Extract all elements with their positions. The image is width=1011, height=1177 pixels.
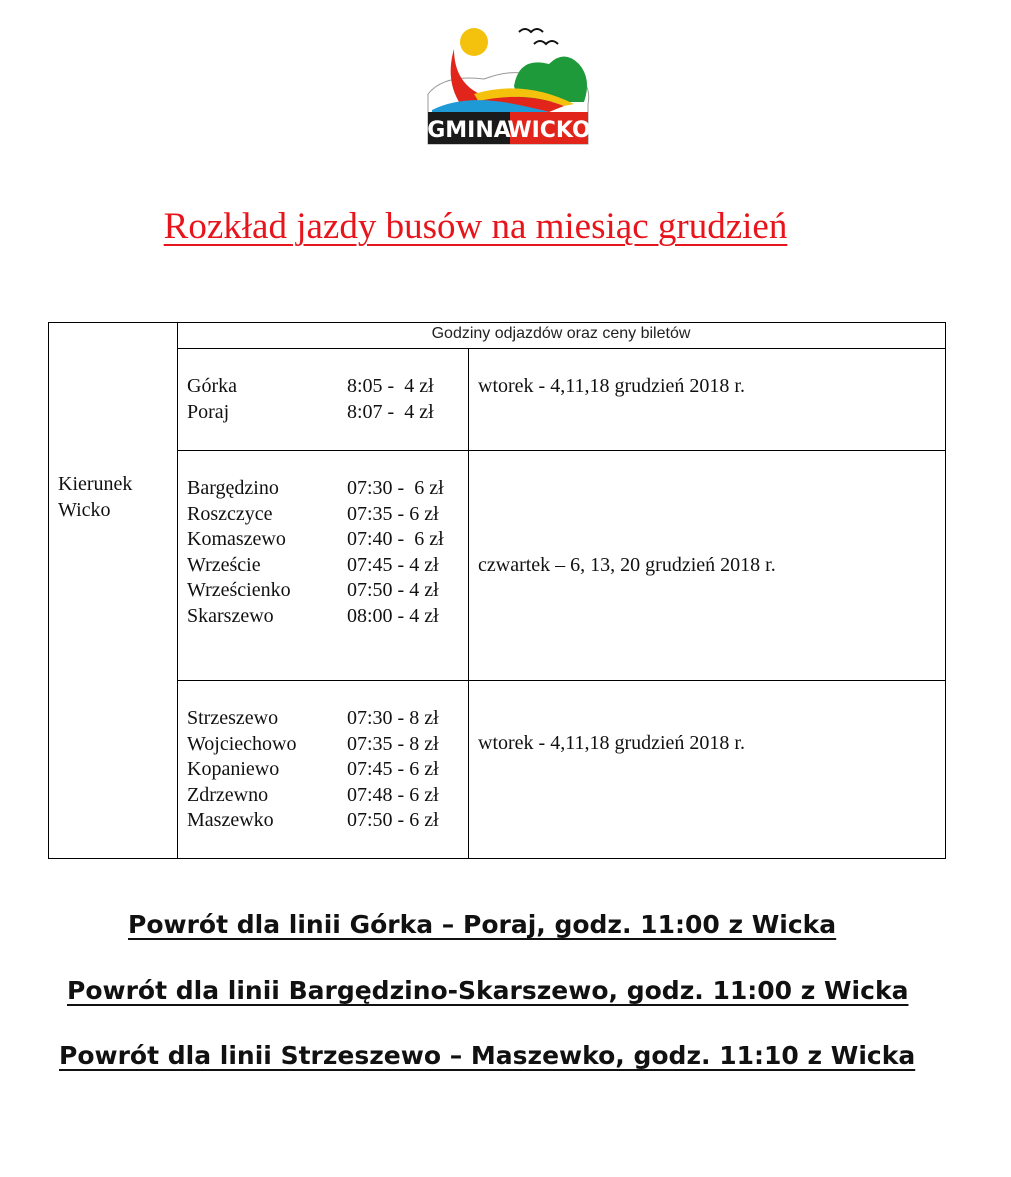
stop-row [187, 502, 444, 528]
stop-row [187, 578, 444, 604]
stop-name: Maszewko [187, 809, 274, 831]
stop-row [187, 783, 439, 809]
stop-row [187, 732, 439, 758]
stop-name: Bargędzino [187, 477, 279, 499]
return-line-3: Powrót dla linii Strzeszewo – Maszewko, godz. 11:10 z Wicka [59, 1041, 916, 1070]
stop-time-price: 07:50 - 4 zł [347, 579, 439, 601]
stop-name: Górka [187, 375, 237, 397]
route-stops-2 [187, 476, 444, 629]
stop-time-price: 07:50 - 6 zł [347, 809, 439, 831]
stop-name: Kopaniewo [187, 758, 280, 780]
route-days-1: wtorek - 4,11,18 grudzień 2018 r. [478, 375, 745, 397]
stop-time-price: 07:48 - 6 zł [347, 783, 439, 806]
stop-name: Poraj [187, 400, 230, 423]
return-line-2: Powrót dla linii Bargędzino-Skarszewo, godz. 11:00 z Wicka [67, 976, 909, 1005]
stop-time-price: 07:40 - 6 zł [347, 528, 444, 550]
stop-row [187, 476, 444, 502]
stop-row [187, 527, 444, 553]
route-stops-1 [187, 374, 434, 425]
route-days-2: czwartek – 6, 13, 20 grudzień 2018 r. [478, 554, 776, 576]
stop-row [187, 374, 434, 400]
stop-time-price: 07:30 - 6 zł [347, 477, 444, 499]
stop-row [187, 808, 439, 834]
stop-time-price: 07:30 - 8 zł [347, 707, 439, 729]
stop-row [187, 400, 434, 426]
gmina-wicko-logo [424, 24, 592, 148]
stop-name: Wojciechowo [187, 732, 297, 755]
stop-time-price: 07:35 - 8 zł [347, 732, 439, 755]
stop-name: Wrześcienko [187, 579, 291, 601]
stop-name: Roszczyce [187, 502, 273, 525]
stop-name: Skarszewo [187, 604, 274, 627]
return-line-1: Powrót dla linii Górka – Poraj, godz. 11:00 z Wicka [128, 910, 837, 939]
route-days-3: wtorek - 4,11,18 grudzień 2018 r. [478, 732, 745, 754]
stop-name: Zdrzewno [187, 783, 269, 806]
route-stops-3 [187, 706, 439, 834]
svg-text:WICKO: WICKO [507, 118, 591, 143]
stop-time-price: 08:00 - 4 zł [347, 604, 439, 627]
stop-time-price: 8:05 - 4 zł [347, 375, 434, 397]
stop-name: Wrzeście [187, 553, 261, 576]
stop-row [187, 757, 439, 783]
svg-text:GMINA: GMINA [427, 118, 511, 143]
stop-time-price: 8:07 - 4 zł [347, 400, 434, 423]
table-header: Godziny odjazdów oraz ceny biletów [431, 325, 691, 342]
stop-time-price: 07:45 - 4 zł [347, 553, 439, 576]
stop-name: Komaszewo [187, 528, 286, 550]
page-title: Rozkład jazdy busów na miesiąc grudzień [163, 206, 788, 247]
stop-row [187, 604, 444, 630]
stop-row [187, 553, 444, 579]
direction-cell: Kierunek Wicko [58, 473, 133, 521]
stop-time-price: 07:45 - 6 zł [347, 758, 439, 780]
stop-row [187, 706, 439, 732]
stop-name: Strzeszewo [187, 707, 279, 729]
stop-time-price: 07:35 - 6 zł [347, 502, 439, 525]
